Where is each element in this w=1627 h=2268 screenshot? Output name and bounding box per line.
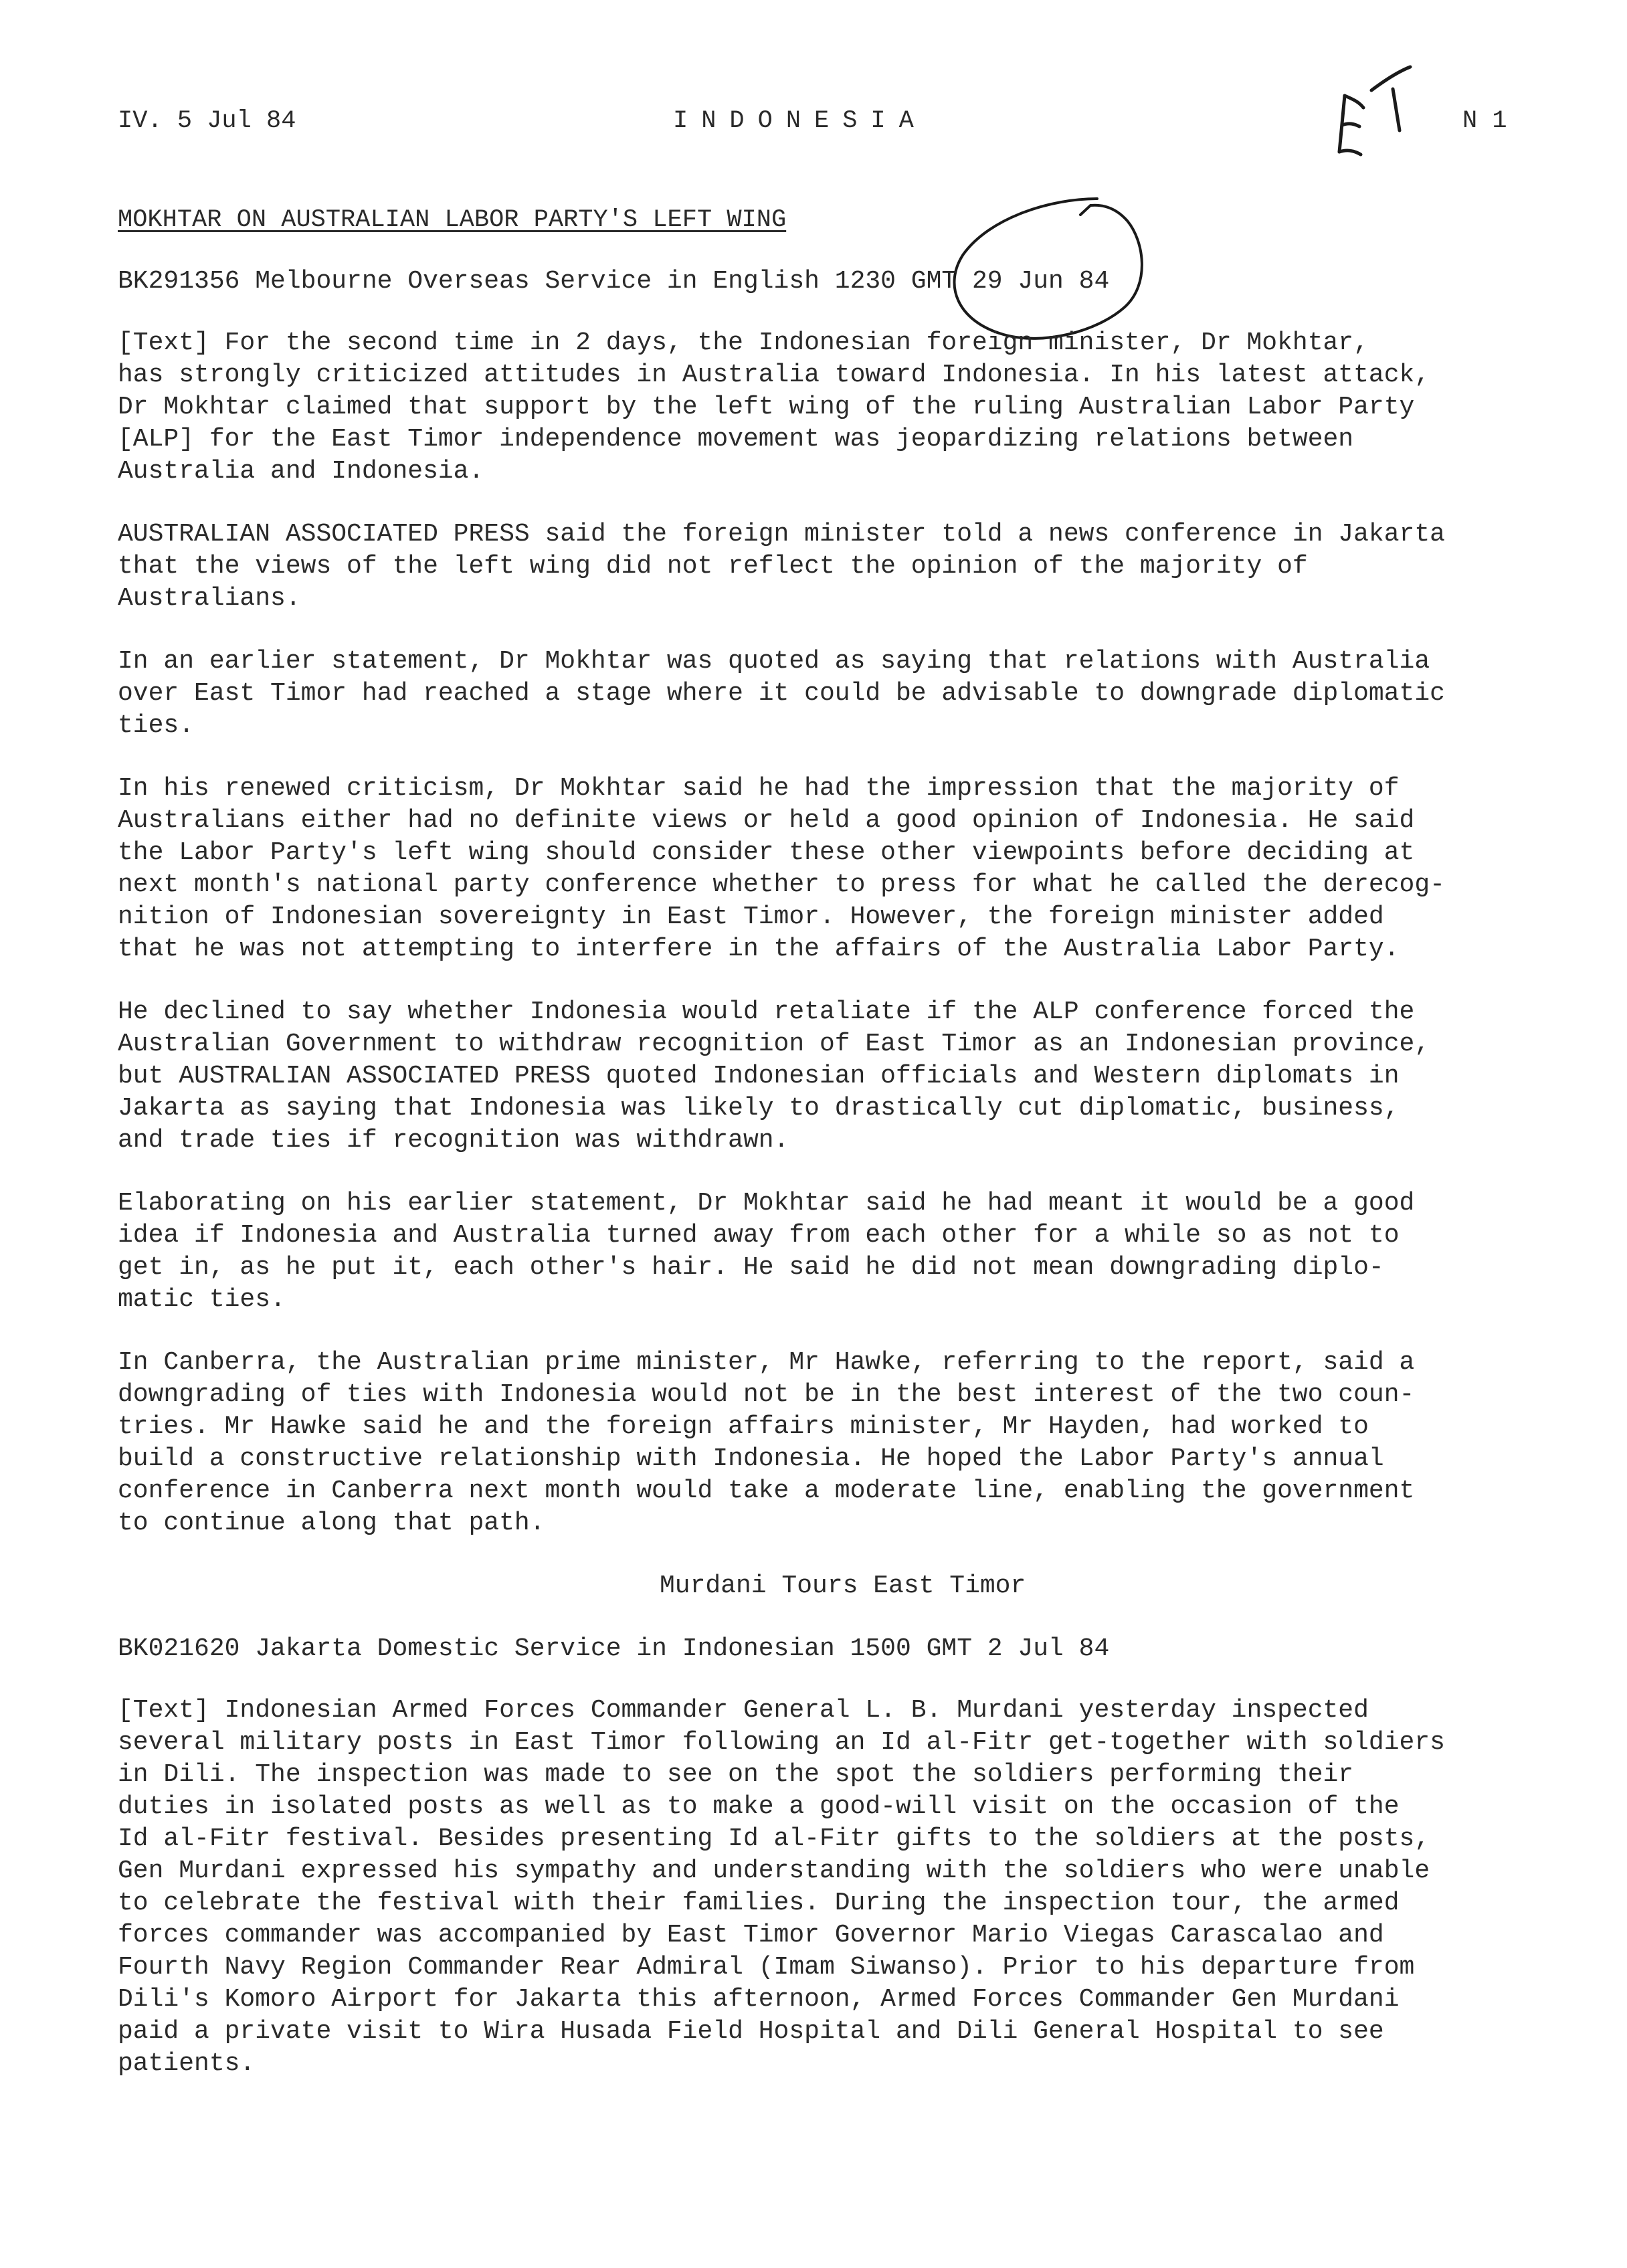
article-paragraph: In an earlier statement, Dr Mokhtar was quoted as saying that relations with Australia over East Timor had reached a stage where it could be advisable to downgrade diplomatic ties. (118, 647, 1445, 740)
article-paragraph: [Text] For the second time in 2 days, the Indonesian foreign minister, Dr Mokhtar, has strongly criticized attitudes in Australia toward Indonesia. In his latest attack, Dr Mokhtar claimed that support by the left wing of the ruling Australian Labor Party [ALP] for the East Timor independence movement was jeopardizing relations between Australia and Indonesia. (118, 328, 1430, 486)
page-header (118, 107, 1523, 147)
article-paragraph: Elaborating on his earlier statement, Dr Mokhtar said he had meant it would be a good idea if Indonesia and Australia turned away from each other for a while so as not to get in, as he put it, each other's hair. He said he did not mean downgrading diplo- matic ties. (118, 1189, 1415, 1314)
article-paragraph: In his renewed criticism, Dr Mokhtar said he had the impression that the majority of Australians either had no definite views or held a good opinion of Indonesia. He said the Labor Party's left wing should consider these other viewpoints before deciding at next month's national party conference whether to press for what he called the derecog- nition of Indonesian sovereignty in East Timor. However, the foreign minister added that he was not attempting to interfere in the affairs of the Australia Labor Party. (118, 774, 1445, 963)
article-paragraph: In Canberra, the Australian prime minister, Mr Hawke, referring to the report, said a downgrading of ties with Indonesia would not be in the best interest of the two coun- tries. Mr Hawke said he and the foreign affairs minister, Mr Hayden, had worked to build a constructive relationship with Indonesia. He hoped the Labor Party's annual conference in Canberra next month would take a moderate line, enabling the government to continue along that path. (118, 1348, 1415, 1537)
article-paragraph: AUSTRALIAN ASSOCIATED PRESS said the foreign minister told a news conference in Jakarta that the views of the left wing did not reflect the opinion of the majority of Australians. (118, 520, 1445, 613)
article-dateline: BK291356 Melbourne Overseas Service in English 1230 GMT 29 Jun 84 (118, 267, 1110, 296)
article-paragraph: He declined to say whether Indonesia would retaliate if the ALP conference forced the Australian Government to withdraw recognition of East Timor as an Indonesian province, but AUSTRALIAN ASSOCIATED PRESS quoted Indonesian officials and Western diplomats in Jakarta as saying that Indonesia was likely to drastically cut diplomatic, business, and trade ties if recognition was withdrawn. (118, 998, 1430, 1155)
header-section-date: IV. 5 Jul 84 (118, 107, 296, 135)
document-body (118, 204, 1509, 2111)
article-paragraph: [Text] Indonesian Armed Forces Commander General L. B. Murdani yesterday inspected several military posts in East Timor following an Id al-Fitr get-together with soldiers in Dili. The inspection was made to see on the spot the soldiers performing their duties in isolated posts as well as to make a good-will visit on the occasion of the Id al-Fitr festival. Besides presenting Id al-Fitr gifts to the soldiers at the posts, Gen Murdani expressed his sympathy and understanding with the soldiers who were unable to celebrate the festival with their families. During the inspection tour, the armed forces commander was accompanied by East Timor Governor Mario Viegas Carascalao and Fourth Navy Region Commander Rear Admiral (Imam Siwanso). Prior to his departure from Dili's Komoro Airport for Jakarta this afternoon, Armed Forces Commander Gen Murdani paid a private visit to Wira Husada Field Hospital and Dili General Hospital to see patients. (118, 1696, 1445, 2078)
article-subheading: Murdani Tours East Timor (660, 1572, 1026, 1600)
article-dateline: BK021620 Jakarta Domestic Service in Indonesian 1500 GMT 2 Jul 84 (118, 1634, 1110, 1663)
header-country: INDONESIA (673, 107, 927, 135)
article-title: MOKHTAR ON AUSTRALIAN LABOR PARTY'S LEFT WING (118, 206, 787, 234)
header-page-number: N 1 (1462, 107, 1507, 135)
